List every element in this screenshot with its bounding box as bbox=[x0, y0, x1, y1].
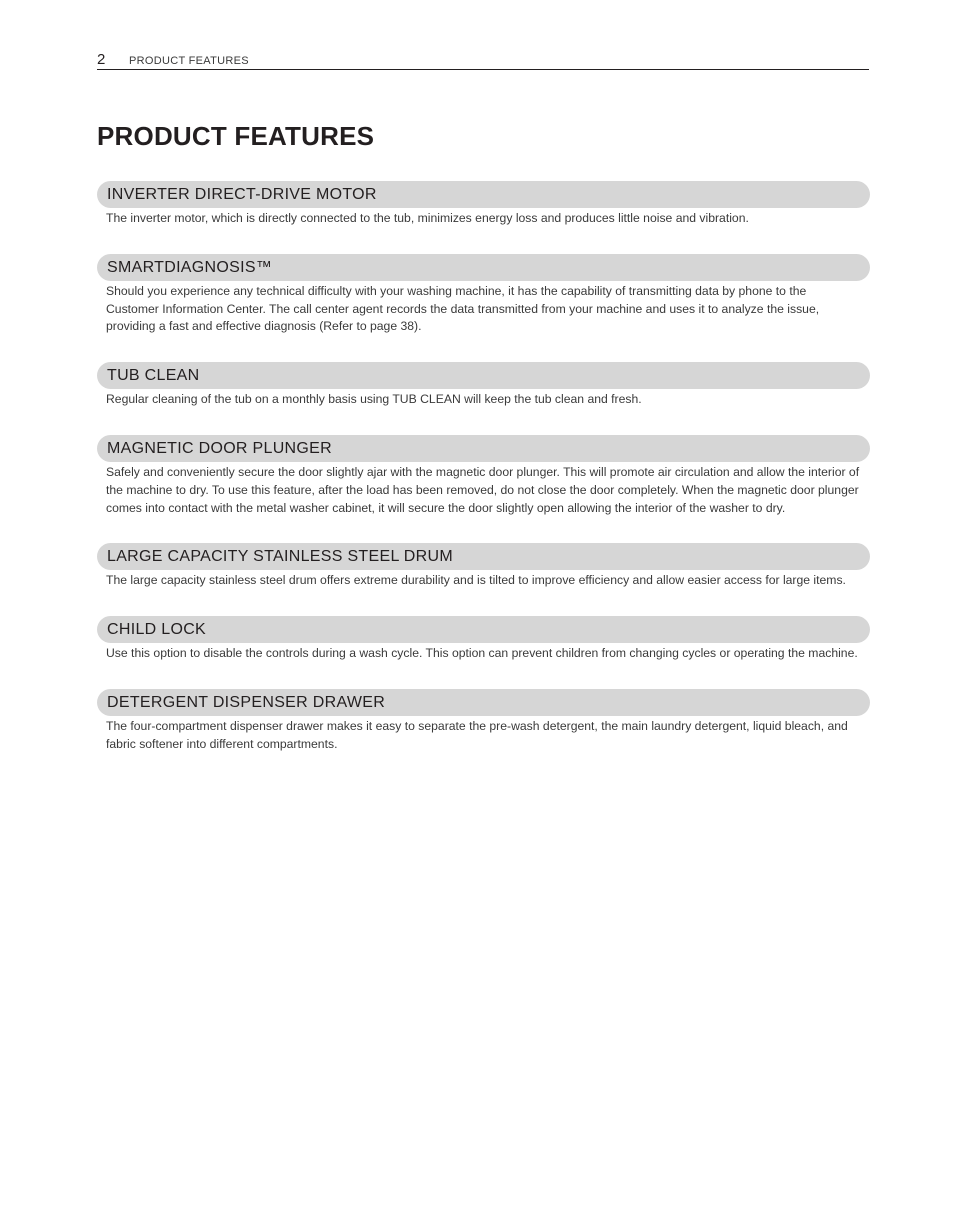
feature-description: The four-compartment dispenser drawer makes it easy to separate the pre-wash detergent, the main laundry detergent, liquid bleach, and fabric softener into different compartments. bbox=[106, 718, 848, 751]
feature-heading: DETERGENT DISPENSER DRAWER bbox=[97, 689, 870, 716]
feature-heading: INVERTER DIRECT-DRIVE MOTOR bbox=[97, 181, 870, 208]
feature-description: The inverter motor, which is directly connected to the tub, minimizes energy loss and produces little noise and vibration. bbox=[106, 211, 749, 225]
feature-description: Should you experience any technical difficulty with your washing machine, it has the capability of transmitting data by phone to the Customer Information Center. The call center agent records the data transmitted from your machine and uses it to analyze the issue, providing a fast and effective diagnosis (Refer to page 38). bbox=[106, 283, 820, 334]
page-header bbox=[97, 50, 869, 70]
feature-child-lock bbox=[97, 616, 870, 663]
page-number: 2 bbox=[97, 51, 106, 68]
feature-stainless-steel-drum bbox=[97, 543, 870, 590]
feature-description: Safely and conveniently secure the door slightly ajar with the magnetic door plunger. This will promote air circulation and allow the interior of the machine to dry. To use this feature, after the load has been removed, do not close the door completely. When the magnetic door plunger comes into contact with the metal washer cabinet, it will secure the door slightly open allowing the interior of the washer to dry. bbox=[106, 464, 860, 515]
feature-magnetic-door-plunger bbox=[97, 435, 870, 517]
feature-tub-clean bbox=[97, 362, 870, 409]
feature-list bbox=[97, 181, 870, 780]
feature-heading: SMARTDIAGNOSIS™ bbox=[97, 254, 870, 281]
feature-heading: TUB CLEAN bbox=[97, 362, 870, 389]
feature-heading: MAGNETIC DOOR PLUNGER bbox=[97, 435, 870, 462]
feature-description: Regular cleaning of the tub on a monthly basis using TUB CLEAN will keep the tub clean and fresh. bbox=[106, 392, 642, 407]
running-header: PRODUCT FEATURES bbox=[129, 55, 249, 67]
feature-heading: LARGE CAPACITY STAINLESS STEEL DRUM bbox=[97, 543, 870, 570]
feature-smartdiagnosis bbox=[97, 254, 870, 336]
feature-heading: CHILD LOCK bbox=[97, 616, 870, 643]
page-title: PRODUCT FEATURES bbox=[97, 121, 375, 151]
feature-detergent-dispenser-drawer bbox=[97, 689, 870, 754]
feature-inverter-direct-drive-motor bbox=[97, 181, 870, 228]
feature-description: Use this option to disable the controls during a wash cycle. This option can prevent children from changing cycles or operating the machine. bbox=[106, 646, 858, 661]
feature-description: The large capacity stainless steel drum offers extreme durability and is tilted to improve efficiency and allow easier access for large items. bbox=[106, 573, 846, 588]
